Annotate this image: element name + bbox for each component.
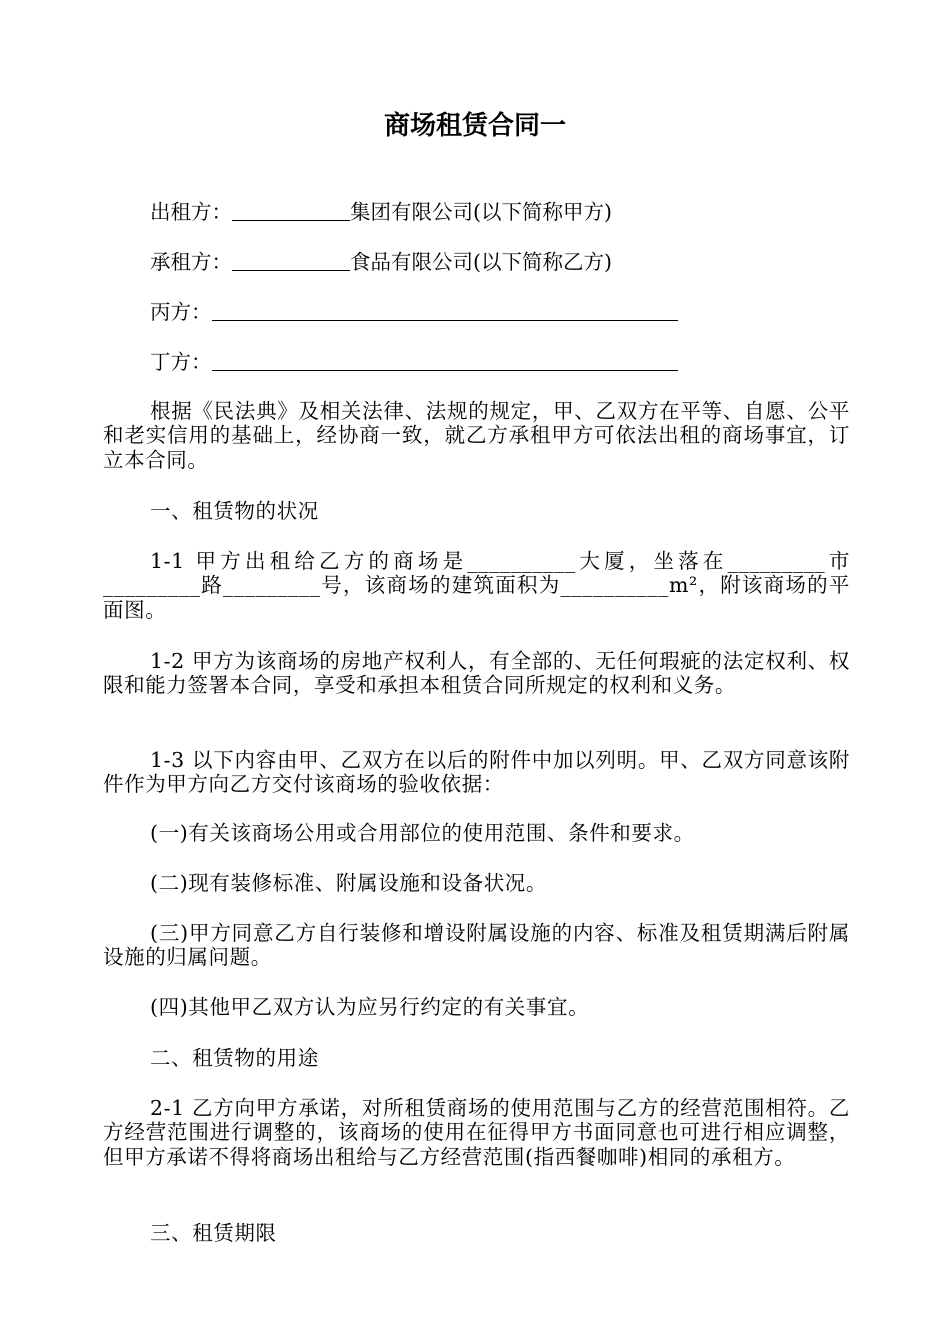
document-title: 商场租赁合同一	[383, 111, 566, 141]
lessor-label: 出租方：	[150, 200, 232, 224]
item-4: (四)其他甲乙双方认为应另行约定的有关事宜。	[150, 995, 590, 1019]
clause-1-1: 1-1 甲方出租给乙方的商场是__________大厦，坐落在_________市_________路_________号，该商场的建筑面积为__________m²，附该商场的平面图。	[103, 549, 850, 622]
party-d-line	[150, 349, 678, 375]
lessee-label: 承租方：	[150, 250, 232, 274]
party-c-line	[150, 299, 678, 325]
lessee-suffix: 食品有限公司(以下简称乙方)	[350, 250, 612, 274]
item-3: (三)甲方同意乙方自行装修和增设附属设施的内容、标准及租赁期满后附属设施的归属问题。	[103, 921, 850, 970]
party-d-blank	[212, 350, 678, 371]
clause-1-3: 1-3 以下内容由甲、乙双方在以后的附件中加以列明。甲、乙双方同意该附件作为甲方向乙方交付该商场的验收依据：	[103, 748, 850, 797]
intro-paragraph: 根据《民法典》及相关法律、法规的规定，甲、乙双方在平等、自愿、公平和老实信用的基础上，经协商一致，就乙方承租甲方可依法出租的商场事宜，订立本合同。	[103, 399, 850, 472]
party-c-label: 丙方：	[150, 300, 212, 324]
item-1: (一)有关该商场公用或合用部位的使用范围、条件和要求。	[150, 821, 695, 845]
section-2-heading: 二、租赁物的用途	[150, 1046, 319, 1070]
lessee-line	[150, 249, 612, 275]
item-2: (二)现有装修标准、附属设施和设备状况。	[150, 871, 547, 895]
lessor-blank	[232, 200, 350, 221]
lessor-suffix: 集团有限公司(以下简称甲方)	[350, 200, 612, 224]
section-1-heading: 一、租赁物的状况	[150, 499, 319, 523]
party-d-label: 丁方：	[150, 350, 212, 374]
party-c-blank	[212, 300, 678, 321]
clause-2-1: 2-1 乙方向甲方承诺，对所租赁商场的使用范围与乙方的经营范围相符。乙方经营范围进行调整的，该商场的使用在征得甲方书面同意也可进行相应调整，但甲方承诺不得将商场出租给与乙方经营范围(指西餐咖啡)相同的承租方。	[103, 1096, 850, 1169]
section-3-heading: 三、租赁期限	[150, 1221, 277, 1245]
lessee-blank	[232, 250, 350, 271]
lessor-line	[150, 199, 612, 225]
clause-1-2: 1-2 甲方为该商场的房地产权利人，有全部的、无任何瑕疵的法定权利、权限和能力签署本合同，享受和承担本租赁合同所规定的权利和义务。	[103, 649, 850, 698]
